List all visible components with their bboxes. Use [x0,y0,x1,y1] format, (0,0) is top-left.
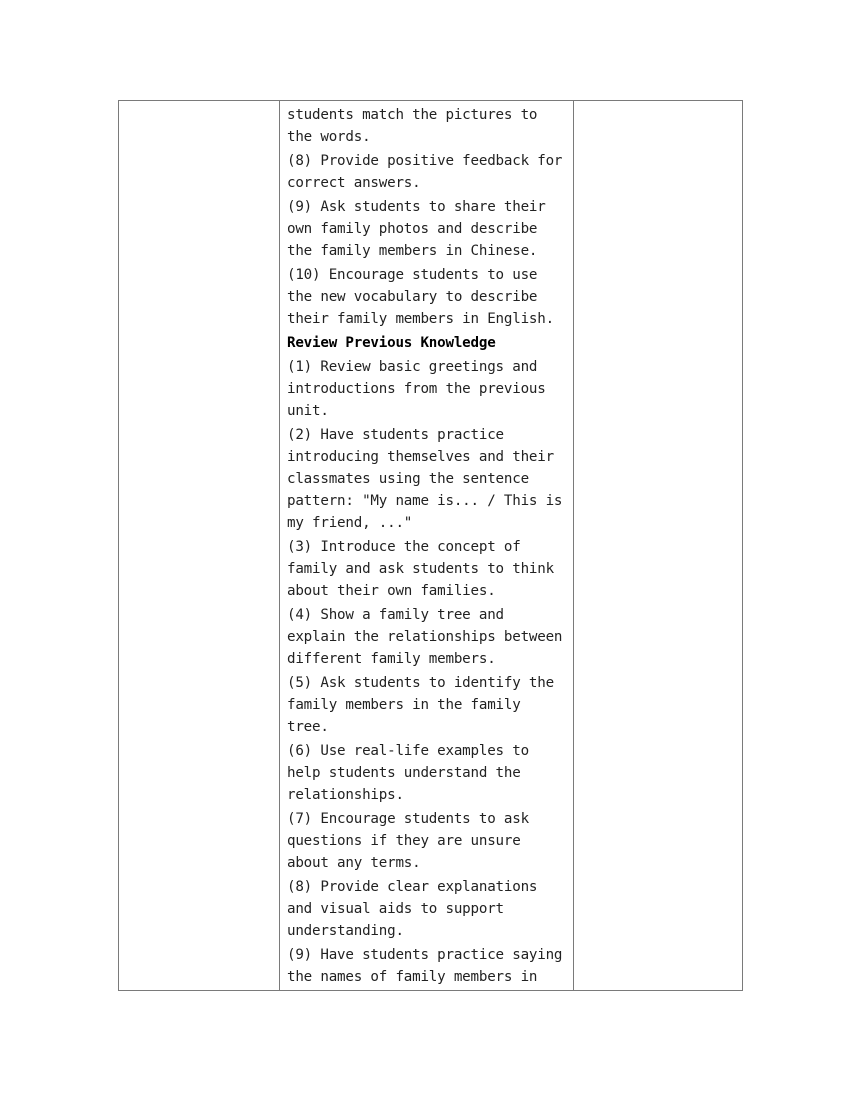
activities-content [280,101,573,988]
review-item: (4) Show a family tree and explain the relationships between different family members. [287,607,563,667]
activities-cell [280,101,574,991]
activity-item: (8) Provide positive feedback for correct answers. [287,153,563,191]
activity-item: (9) Ask students to share their own family photos and describe the family members in Chinese. [287,199,546,259]
table-row [119,101,743,991]
lesson-plan-table [118,100,743,991]
left-column-cell [119,101,280,991]
right-column-cell [574,101,743,991]
review-item: (3) Introduce the concept of family and ask students to think about their own families. [287,539,554,599]
review-item: (8) Provide clear explanations and visual aids to support understanding. [287,879,538,939]
review-item: (9) Have students practice saying the names of family members in [287,947,563,985]
section-heading: Review Previous Knowledge [287,335,496,351]
review-item: (6) Use real-life examples to help students understand the relationships. [287,743,529,803]
review-item: (7) Encourage students to ask questions if they are unsure about any terms. [287,811,529,871]
review-item: (2) Have students practice introducing themselves and their classmates using the sentence pattern: "My name is... / This is my friend, ..." [287,427,563,531]
activity-item: students match the pictures to the words. [287,107,538,145]
activity-item: (10) Encourage students to use the new vocabulary to describe their family members in English. [287,267,554,327]
review-item: (1) Review basic greetings and introductions from the previous unit. [287,359,546,419]
review-item: (5) Ask students to identify the family members in the family tree. [287,675,554,735]
